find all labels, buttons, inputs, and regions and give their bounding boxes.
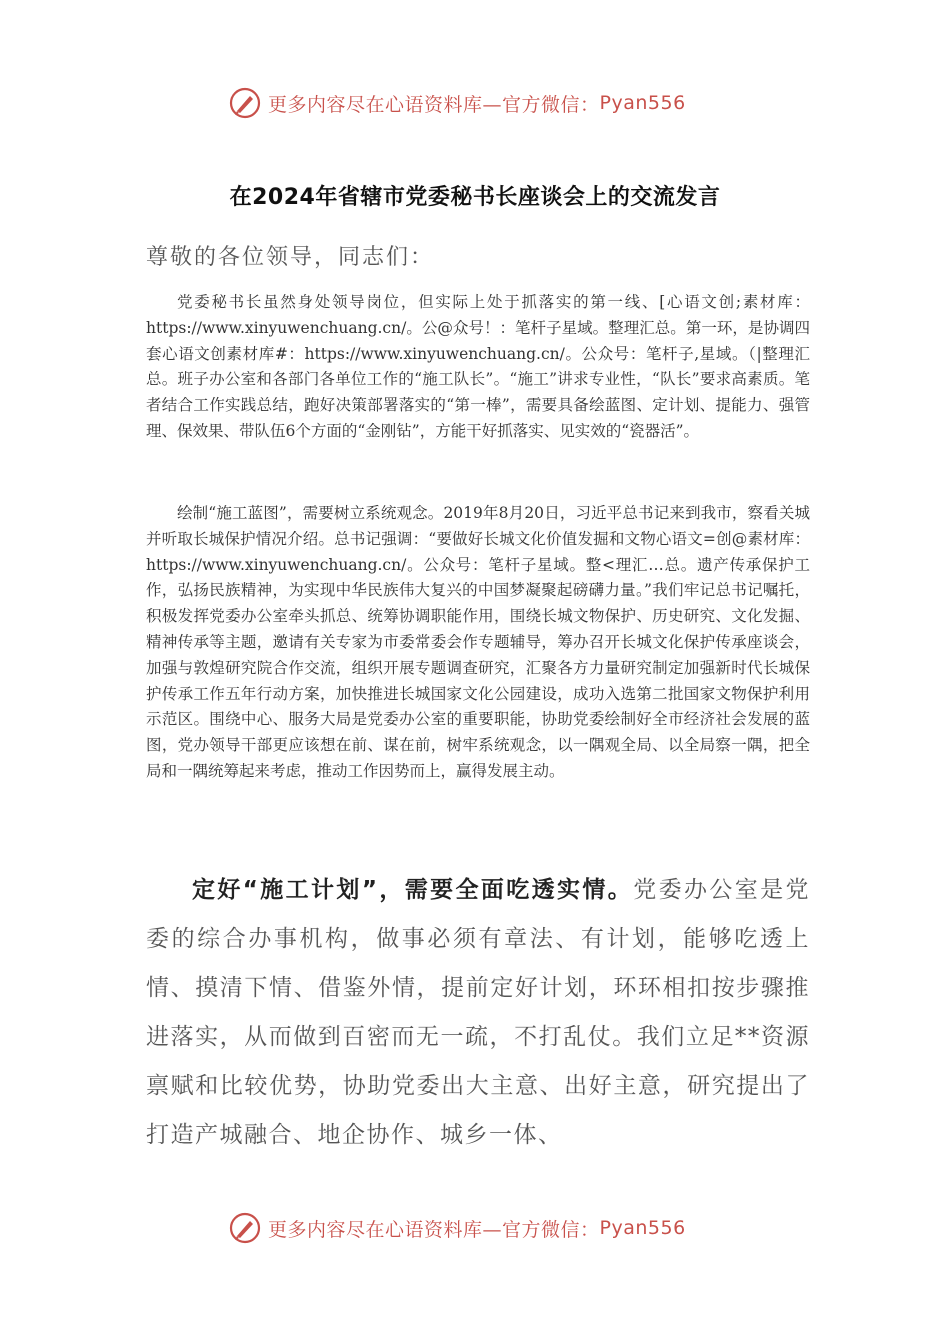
greeting: 尊敬的各位领导，同志们： (146, 245, 435, 270)
banner-text: 更多内容尽在心语资料库—官方微信： (268, 93, 600, 116)
footer-banner (228, 1208, 748, 1248)
paragraph-blueprint: 绘制“施工蓝图”，需要树立系统观念。2019年8月20日，习近平总书记来到我市，察看关城并听取长城保护情况介绍。总书记强调：“要做好长城文化价值发掘和文物心语文=创@素材库：https://www.xinyuwenchuang.cn/。公众号：笔杆子星域。整<理汇…总。遗产传承保护工作，弘扬民族精神，为实现中华民族伟大复兴的中国梦凝聚起磅礴力量。”我们牢记总书记嘱托，积极发挥党委办公室牵头抓总、统筹协调职能作用，围绕长城文物保护、历史研究、文化发掘、精神传承等主题，邀请有关专家为市委常委会作专题辅导，筹办召开长城文化保护传承座谈会，加强与敦煌研究院合作交流，组织开展专题调查研究，汇聚各方力量研究制定加强新时代长城保护传承工作五年行动方案，加快推进长城国家文化公园建设，成功入选第二批国家文物保护利用示范区。围绕中心、服务大局是党委办公室的重要职能，协助党委绘制好全市经济社会发展的蓝图，党办领导干部更应该想在前、谋在前，树牢系统观念，以一隅观全局、以全局察一隅，把全局和一隅统筹起来考虑，推动工作因势而上，赢得发展主动。 (146, 504, 810, 780)
header-banner (228, 83, 748, 123)
banner-text: 更多内容尽在心语资料库—官方微信： (268, 1218, 600, 1241)
banner-wechat-id: Pyan556 (599, 1217, 686, 1239)
paragraph-intro: 党委秘书长虽然身处领导岗位，但实际上处于抓落实的第一线、[心语文创;素材库：https://www.xinyuwenchuang.cn/。公@众号！：笔杆子星域。整理汇总。第一环，是协调四套心语文创素材库#：https://www.xinyuwenchuang.cn/。公众号：笔杆子,星域。（|整理汇总。班子办公室和各部门各单位工作的“施工队长”。“施工”讲求专业性，“队长”要求高素质。笔者结合工作实践总结，跑好决策部署落实的“第一棒”，需要具备绘蓝图、定计划、提能力、强管理、保效果、带队伍6个方面的“金刚钻”，方能干好抓落实、见实效的“瓷器活”。 (146, 293, 810, 440)
pen-logo-icon (228, 1211, 262, 1245)
paragraph-plan-heading: 定好“施工计划”，需要全面吃透实情。 (192, 877, 634, 903)
paragraph-plan-body: 党委办公室是党委的综合办事机构，做事必须有章法、有计划，能够吃透上情、摸清下情、借鉴外情，提前定好计划，环环相扣按步骤推进落实，从而做到百密而无一疏，不打乱仗。我们立足**资源禀赋和比较优势，协助党委出大主意、出好主意，研究提出了打造产城融合、地企协作、城乡一体、 (146, 877, 811, 1148)
banner-wechat-id: Pyan556 (599, 92, 686, 114)
paragraph-plan (146, 866, 810, 1160)
page-title: 在2024年省辖市党委秘书长座谈会上的交流发言 (229, 185, 721, 210)
pen-logo-icon (228, 86, 262, 120)
